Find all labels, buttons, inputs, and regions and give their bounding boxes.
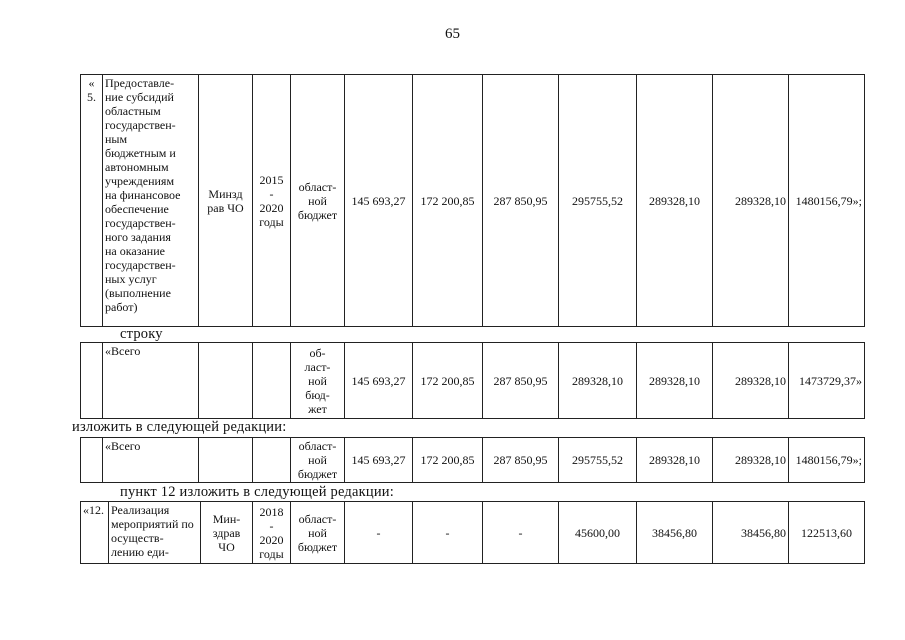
value-cell: 289328,10 xyxy=(713,438,789,483)
caption-new-edition: изложить в следующей редакции: xyxy=(72,419,287,435)
value-cell: 45600,00 xyxy=(559,502,637,564)
value-cell: 145 693,27 xyxy=(345,438,413,483)
value-cell: 289328,10 xyxy=(637,75,713,327)
value-cell: 1473729,37» xyxy=(789,343,865,419)
value-cell: 289328,10 xyxy=(637,343,713,419)
value-cell: 1480156,79»; xyxy=(789,438,865,483)
row-source: област- ной бюджет xyxy=(291,502,345,564)
empty-cell xyxy=(81,438,103,483)
value-cell: 122513,60 xyxy=(789,502,865,564)
value-cell: 289328,10 xyxy=(713,343,789,419)
value-cell: 295755,52 xyxy=(559,75,637,327)
value-cell: 289328,10 xyxy=(637,438,713,483)
value-cell: 172 200,85 xyxy=(413,438,483,483)
caption-item-12: пункт 12 изложить в следующей редакции: xyxy=(120,484,394,500)
empty-cell xyxy=(81,343,103,419)
row-source: област- ной бюджет xyxy=(291,75,345,327)
value-cell: 145 693,27 xyxy=(345,343,413,419)
empty-cell xyxy=(253,343,291,419)
row-source: област- ной бюджет xyxy=(291,438,345,483)
value-cell: 38456,80 xyxy=(637,502,713,564)
table-row-12 xyxy=(80,501,865,564)
value-cell: 1480156,79»; xyxy=(789,75,865,327)
row-name: Предоставле- ние субсидий областным государствен- ным бюджетным и автономным учреждениям на финансовое обеспечение государствен- ного задания на оказание государствен- ных услуг (выполнение работ) xyxy=(103,75,199,327)
table-row-5 xyxy=(80,74,865,327)
row-name: «Всего xyxy=(103,343,199,419)
row-executor: Мин- здрав ЧО xyxy=(201,502,253,564)
row-name: Реализация мероприятий по осуществ- лению еди- xyxy=(109,502,201,564)
value-cell: - xyxy=(345,502,413,564)
value-cell: 287 850,95 xyxy=(483,343,559,419)
table-total-old xyxy=(80,342,865,419)
row-period: 2018 - 2020 годы xyxy=(253,502,291,564)
value-cell: 145 693,27 xyxy=(345,75,413,327)
value-cell: - xyxy=(483,502,559,564)
caption-stroku: строку xyxy=(120,326,163,342)
empty-cell xyxy=(199,343,253,419)
value-cell: 287 850,95 xyxy=(483,75,559,327)
row-number: « 5. xyxy=(81,75,103,327)
row-name: «Всего xyxy=(103,438,199,483)
empty-cell xyxy=(253,438,291,483)
row-source: об- ласт- ной бюд- жет xyxy=(291,343,345,419)
value-cell: 289328,10 xyxy=(559,343,637,419)
row-executor: Минзд рав ЧО xyxy=(199,75,253,327)
value-cell: 38456,80 xyxy=(713,502,789,564)
empty-cell xyxy=(199,438,253,483)
row-period: 2015 - 2020 годы xyxy=(253,75,291,327)
value-cell: 287 850,95 xyxy=(483,438,559,483)
table-total-new xyxy=(80,437,865,483)
value-cell: 289328,10 xyxy=(713,75,789,327)
value-cell: 172 200,85 xyxy=(413,343,483,419)
page-number: 65 xyxy=(445,26,460,42)
row-number: «12. xyxy=(81,502,109,564)
value-cell: 172 200,85 xyxy=(413,75,483,327)
value-cell: - xyxy=(413,502,483,564)
value-cell: 295755,52 xyxy=(559,438,637,483)
